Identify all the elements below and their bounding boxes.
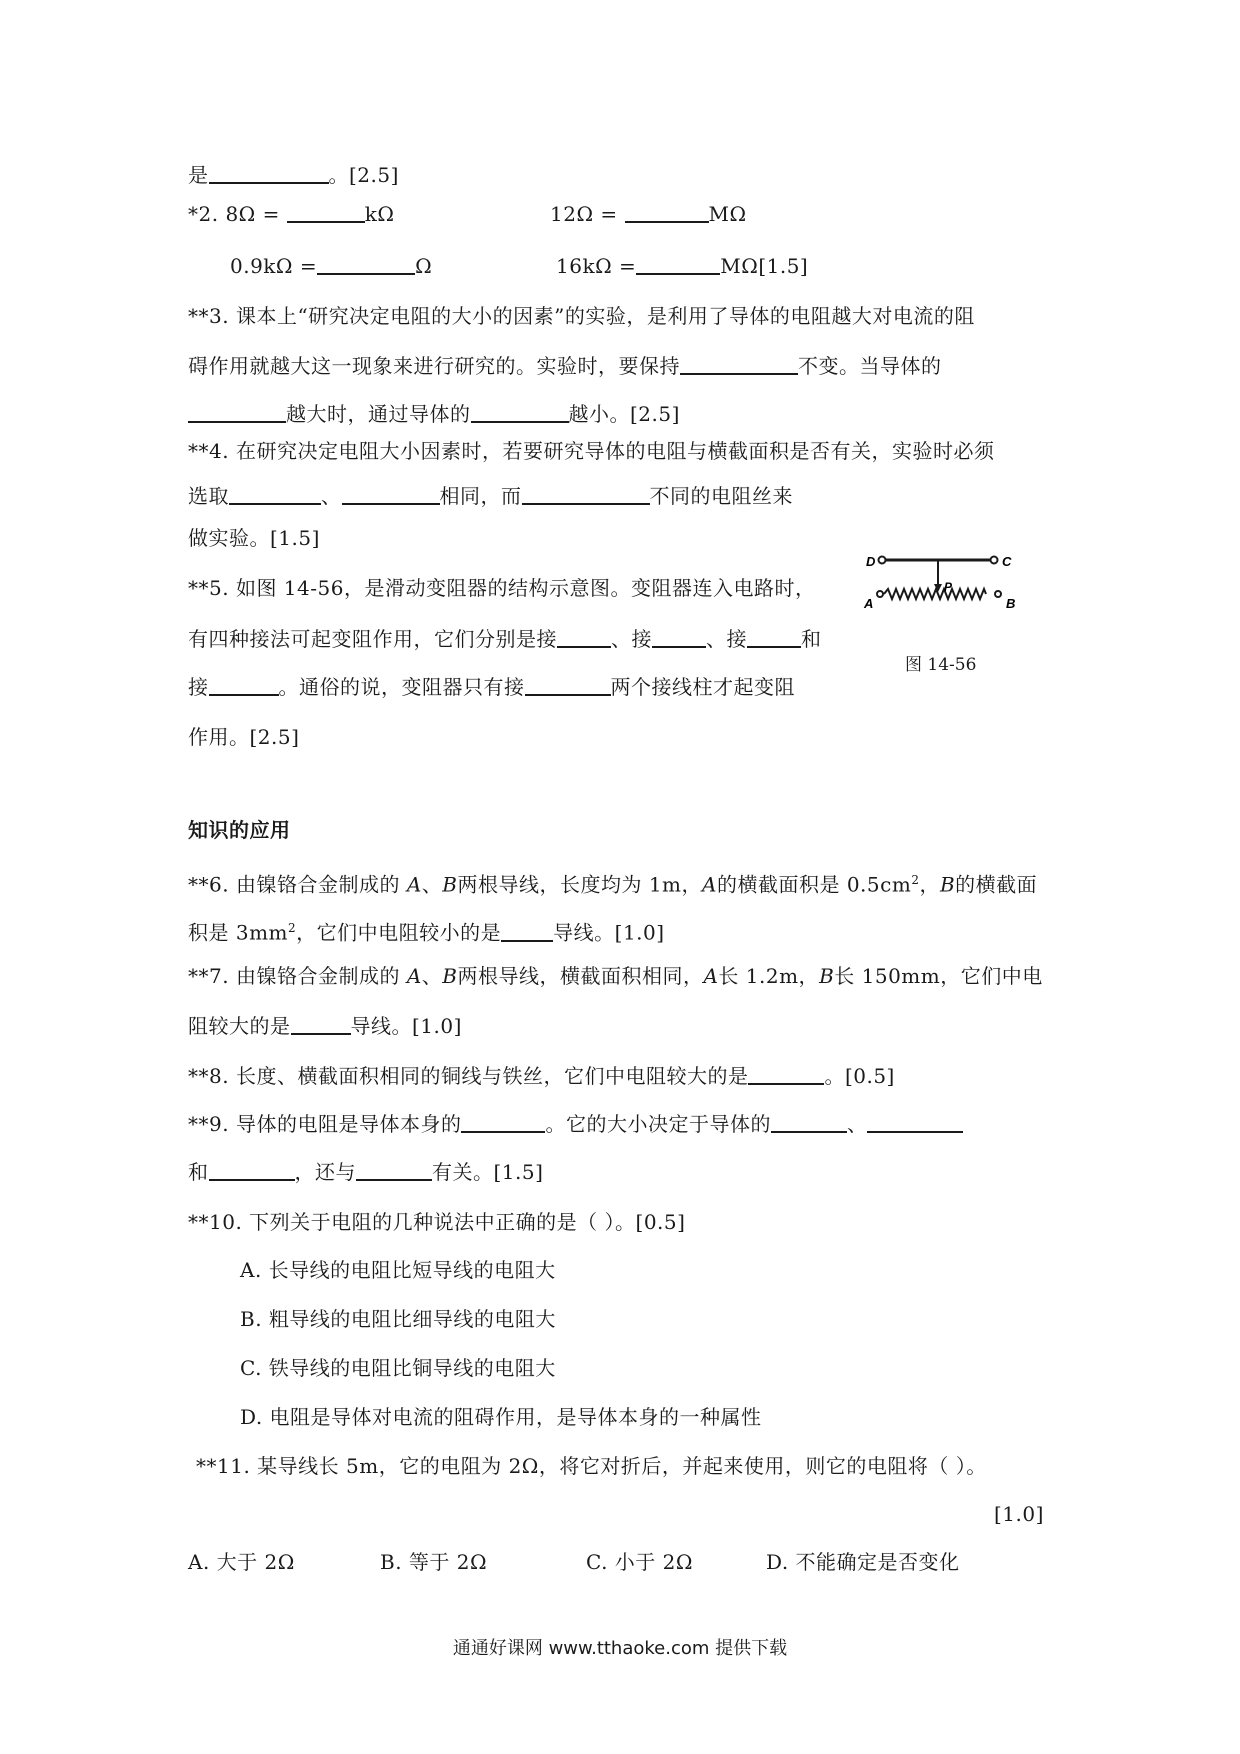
q2-line1: *2. 8Ω = kΩ <box>188 202 395 226</box>
q2-line1b: 12Ω = MΩ <box>550 202 747 226</box>
q11-option-a: A. 大于 2Ω <box>188 1550 295 1574</box>
answer-blank[interactable] <box>209 1159 295 1181</box>
section-heading: 知识的应用 <box>188 818 291 842</box>
label-d: D <box>866 554 876 569</box>
answer-blank[interactable] <box>625 201 709 223</box>
answer-blank[interactable] <box>636 253 720 275</box>
answer-blank[interactable] <box>291 1013 351 1035</box>
answer-blank[interactable] <box>188 401 286 423</box>
q4-line2: 选取 、 相同，而 不同的电阻丝来 <box>188 484 793 508</box>
q7-line1: **7. 由镍铬合金制成的 A、B两根导线，横截面积相同，A长 1.2m，B长 150mm，它们中电 <box>188 964 1043 988</box>
q5-line2: 有四种接法可起变阻作用，它们分别是接 、接 、接 和 <box>188 627 822 651</box>
answer-blank[interactable] <box>287 201 365 223</box>
q4-line3: 做实验。[1.5] <box>188 526 320 550</box>
answer-blank[interactable] <box>867 1111 963 1133</box>
q3-line2: 碍作用就越大这一现象来进行研究的。实验时，要保持 不变。当导体的 <box>188 354 942 378</box>
answer-blank[interactable] <box>747 626 801 648</box>
terminal-d <box>879 557 886 564</box>
answer-blank[interactable] <box>652 626 706 648</box>
q4-line1: **4. 在研究决定电阻大小因素时，若要研究导体的电阻与横截面积是否有关，实验时必须 <box>188 439 995 463</box>
q10-option-c: C. 铁导线的电阻比铜导线的电阻大 <box>240 1356 556 1380</box>
label-p: P <box>944 580 953 594</box>
q9-line2: 和 ，还与 有关。[1.5] <box>188 1160 544 1184</box>
answer-blank[interactable] <box>748 1063 824 1085</box>
answer-blank[interactable] <box>680 353 798 375</box>
q3-line1: **3. 课本上“研究决定电阻的大小的因素”的实验，是利用了导体的电阻越大对电流的阻 <box>188 304 975 328</box>
answer-blank[interactable] <box>461 1111 545 1133</box>
q11-score: [1.0] <box>994 1502 1044 1526</box>
answer-blank[interactable] <box>229 483 321 505</box>
q11-stem: **11. 某导线长 5m，它的电阻为 2Ω，将它对折后，并起来使用，则它的电阻将（ ）。 <box>196 1454 987 1478</box>
answer-blank[interactable] <box>522 483 650 505</box>
q5-line3: 接 。通俗的说，变阻器只有接 两个接线柱才起变阻 <box>188 675 795 699</box>
answer-blank[interactable] <box>471 401 569 423</box>
answer-blank[interactable] <box>356 1159 432 1181</box>
q7-line2: 阻较大的是 导线。[1.0] <box>188 1014 462 1038</box>
q11-option-c: C. 小于 2Ω <box>586 1550 693 1574</box>
answer-blank[interactable] <box>525 674 611 696</box>
q6-line2: 积是 $3mm^2$，它们中电阻较小的是 导线。[1.0] <box>188 920 665 945</box>
rheostat-diagram <box>862 528 1022 624</box>
answer-blank[interactable] <box>342 483 440 505</box>
page-footer: 通通好课网 www.tthaoke.com 提供下载 <box>452 1638 788 1659</box>
answer-blank[interactable] <box>209 162 329 184</box>
q5-line1: **5. 如图 14-56，是滑动变阻器的结构示意图。变阻器连入电路时， <box>188 576 816 600</box>
q9-line1: **9. 导体的电阻是导体本身的 。它的大小决定于导体的 、 <box>188 1110 963 1138</box>
answer-blank[interactable] <box>317 253 415 275</box>
answer-blank[interactable] <box>771 1111 847 1133</box>
q10-stem: **10. 下列关于电阻的几种说法中正确的是（ ）。[0.5] <box>188 1210 686 1234</box>
answer-blank[interactable] <box>501 920 553 942</box>
label-c: C <box>1002 554 1012 569</box>
q3-line3: 越大时，通过导体的 越小。[2.5] <box>188 400 680 428</box>
q5-line4: 作用。[2.5] <box>188 725 300 749</box>
q6-line1: **6. 由镍铬合金制成的 A、B两根导线，长度均为 1m，A的横截面积是 $0.5cm^2$，B的横截面 <box>188 872 1038 897</box>
figure-caption: 图 14-56 <box>905 655 977 675</box>
answer-blank[interactable] <box>209 674 279 696</box>
q2-line2b: 16kΩ = MΩ[1.5] <box>556 254 809 278</box>
terminal-a <box>877 591 883 597</box>
q10-option-a: A. 长导线的电阻比短导线的电阻大 <box>240 1258 556 1282</box>
label-a: A <box>864 596 874 611</box>
q10-option-b: B. 粗导线的电阻比细导线的电阻大 <box>240 1307 556 1331</box>
label-b: B <box>1006 596 1016 611</box>
terminal-b <box>995 591 1001 597</box>
q11-option-d: D. 不能确定是否变化 <box>766 1550 960 1574</box>
answer-blank[interactable] <box>557 626 611 648</box>
q8-line: **8. 长度、横截面积相同的铜线与铁丝，它们中电阻较大的是 。[0.5] <box>188 1064 895 1088</box>
q1-tail: 是 。[2.5] <box>188 163 399 187</box>
q2-line2: 0.9kΩ = Ω <box>230 254 433 278</box>
q10-option-d: D. 电阻是导体对电流的阻碍作用，是导体本身的一种属性 <box>240 1405 762 1429</box>
q11-option-b: B. 等于 2Ω <box>380 1550 488 1574</box>
terminal-c <box>991 557 998 564</box>
resistance-coil <box>884 589 986 599</box>
